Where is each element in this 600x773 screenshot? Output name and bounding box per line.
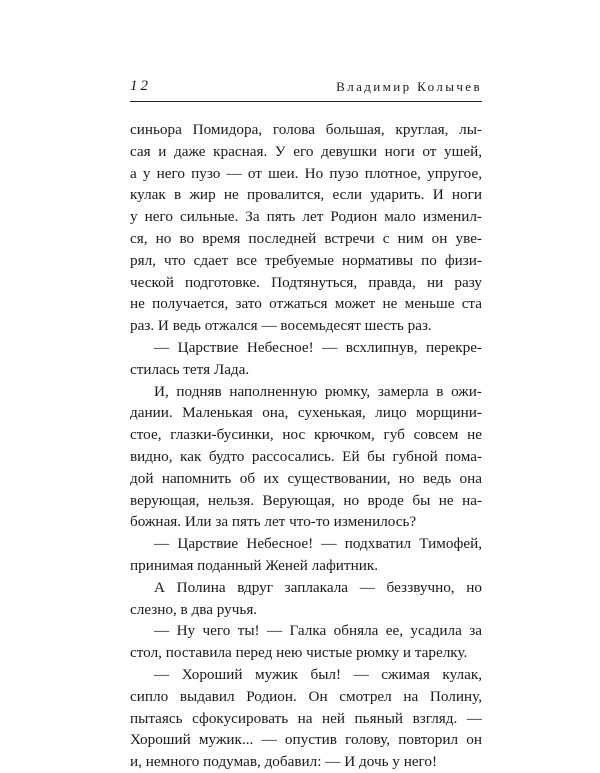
text-line: — Хороший мужик был! — сжимая кулак, bbox=[154, 665, 482, 683]
text-line: — Царствие Небесное! — всхлипнув, перекре- bbox=[154, 338, 482, 356]
text-line: сая и даже красная. У его девушки ноги от ушей, bbox=[130, 142, 482, 160]
text-line: — Ну чего ты! — Галка обняла ее, усадила за bbox=[154, 622, 482, 640]
text-line: синьора Помидора, голова большая, круглая, лы- bbox=[130, 121, 482, 138]
text-line: И, подняв наполненную рюмку, замерла в ожи- bbox=[154, 382, 482, 400]
text-line: а у него пузо — от шеи. Но пузо плотное, упругое, bbox=[130, 164, 482, 182]
header-rule bbox=[130, 101, 482, 102]
text-line: принимая поданный Женей лафитник. bbox=[130, 556, 378, 574]
text-line: А Полина вдруг заплакала — беззвучно, но bbox=[154, 578, 482, 596]
text-line: божная. Или за пять лет что-то изменилось? bbox=[130, 513, 417, 531]
text-line: дой напомнить об их существовании, но ведь она bbox=[130, 469, 482, 487]
text-line: верующая, нельзя. Верующая, но вроде бы не на- bbox=[130, 491, 482, 509]
running-head-author: Владимир Колычев bbox=[336, 79, 482, 94]
text-line: видно, как будто рассосались. Ей бы губной пома- bbox=[130, 447, 482, 465]
text-line: стое, глазки-бусинки, нос крючком, губ совсем не bbox=[130, 426, 482, 444]
body-text bbox=[130, 119, 482, 773]
text-line: — Царствие Небесное! — подхватил Тимофей, bbox=[154, 535, 482, 553]
text-line: не получается, зато отжаться может не меньше ста bbox=[130, 295, 482, 313]
text-line: рял, что сдает все требуемые нормативы по физи- bbox=[130, 251, 482, 269]
text-line: слезно, в два ручья. bbox=[130, 600, 258, 618]
text-line: ся, но во время последней встречи с ним он уве- bbox=[130, 229, 482, 247]
running-head bbox=[130, 78, 482, 100]
text-line: Хороший мужик... — опустив голову, повторил он bbox=[130, 731, 482, 749]
text-line: дании. Маленькая она, сухенькая, лицо морщини- bbox=[130, 404, 482, 422]
text-line: стол, поставила перед нею чистые рюмку и тарелку. bbox=[130, 644, 468, 662]
text-line: пытаясь сфокусировать на ней пьяный взгляд. — bbox=[130, 709, 482, 727]
text-line: стилась тетя Лада. bbox=[130, 360, 250, 378]
text-line: раз. И ведь отжался — восемьдесят шесть раз. bbox=[130, 317, 432, 335]
text-line: сипло выдавил Родион. Он смотрел на Полину, bbox=[130, 687, 482, 705]
text-line: у него сильные. За пять лет Родион мало изменил- bbox=[130, 208, 482, 226]
page-number: 12 bbox=[130, 78, 151, 94]
text-line: и, немного подумав, добавил: — И дочь у него! bbox=[130, 753, 438, 771]
text-line: ческой подготовке. Подтянуться, правда, ни разу bbox=[130, 273, 482, 291]
text-line: кулак в жир не провалится, если ударить. И ноги bbox=[130, 186, 482, 204]
